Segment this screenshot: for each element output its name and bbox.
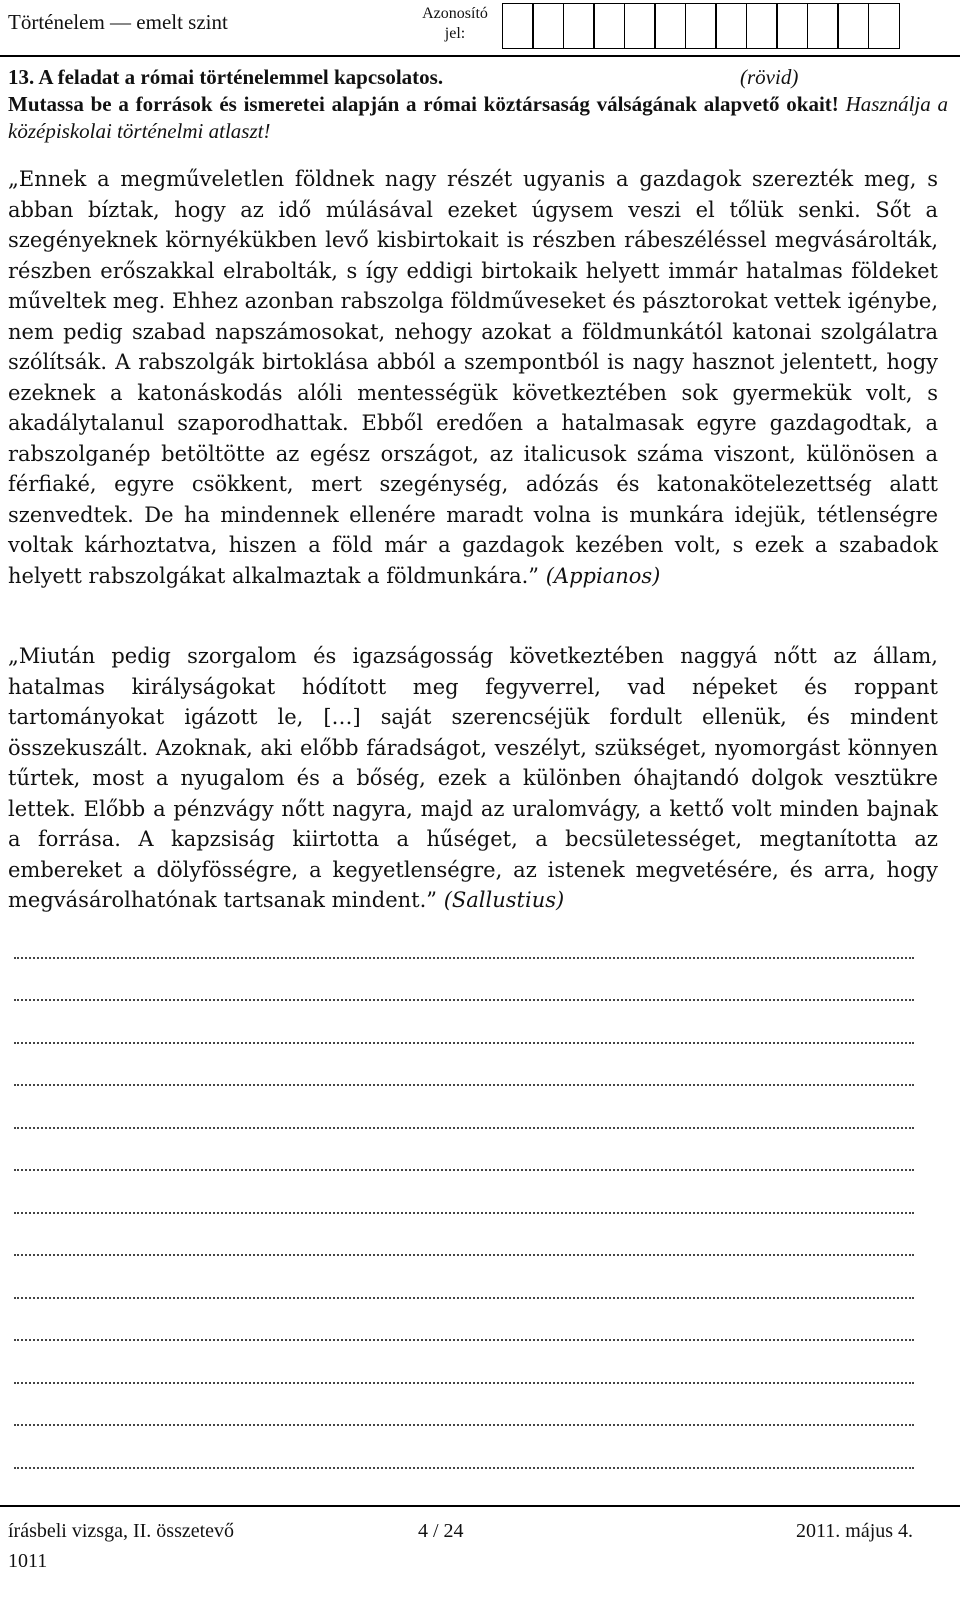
source-text: „Miután pedig szorgalom és igazságosság következtében naggyá nőtt az állam, hatalmas királyságokat hódított meg fegyverrel, vad népeket és roppant tartományokat igázott le, […] saját szerencséjük fordult ellenük, és mindent összekuszált. Azoknak, aki előbb fáradságot, veszélyt, szükséget, nyomorgást könnyen tűrtek, most a nyugalom és a bőség, ezek a különben óhajtandó dolgok vesztükre lettek. Előbb a pénzvágy nőtt nagyra, majd az uralomvágy, a kettő volt minden bajnak a forrása. A kapzsiság kiirtotta a hűséget, a becsületességet, megtanította az embereket a dölyfösségre, a kegyetlenségre, az istenek megvetésére, és arra, hogy megvásárolhatónak tartsanak mindent.” <box>8 644 938 912</box>
source-attribution: (Appianos) <box>545 563 661 588</box>
answer-line[interactable] <box>14 1100 914 1143</box>
id-box[interactable] <box>624 3 656 49</box>
id-box[interactable] <box>593 3 625 49</box>
page-number: 4 / 24 <box>418 1520 464 1542</box>
answer-line[interactable] <box>14 1270 914 1313</box>
source-text: „Ennek a megműveletlen földnek nagy részét ugyanis a gazdagok szerezték meg, s abban bíztak, hogy az idő múlásával ezeket úgysem veszi el tőlük senki. Sőt a szegényeknek környékükben levő kisbirtokait is részben rábeszéléssel megvásárolták, részben erőszakkal elrabolták, s így eddigi birtokaik helyett immár hatalmas földeket műveltek meg. Ehhez azonban rabszolga földműveseket és pásztorokat vettek igénybe, nem pedig szabad napszámosokat, nehogy azokat a földmunkától katonai szolgálatra szólítsák. A rabszolgák birtoklása abból a szempontból is nagy hasznot jelentett, hogy ezeknek a katonáskodás alóli mentességük következtében sok gyermekük volt, s akadálytalanul szaporodhattak. Ebből eredően a hatalmasak egyre gazdagodtak, a rabszolganép betöltötte az egész országot, az italicusok száma viszont, különösen a férfiaké, egyre csökkent, mert szegénység, adózás és katonakötelezettség alatt szenvedtek. De ha mindennek ellenére maradt volna is munkára idejük, tétlenségre voltak kárhoztatva, hiszen a föld már a gazdagok kezében volt, s ezek a szabadok helyett rabszolgákat alkalmaztak a földmunkára.” <box>8 167 938 588</box>
answer-line[interactable] <box>14 1015 914 1058</box>
footer-divider <box>0 1505 960 1507</box>
id-boxes[interactable] <box>503 3 900 49</box>
id-label: Azonosító jel: <box>422 5 488 42</box>
source-sallustius <box>8 641 938 916</box>
task-block <box>8 64 948 145</box>
answer-area[interactable] <box>14 930 914 1483</box>
answer-line[interactable] <box>14 1228 914 1271</box>
answer-line[interactable] <box>14 1058 914 1101</box>
answer-line[interactable] <box>14 1185 914 1228</box>
id-box[interactable] <box>563 3 595 49</box>
answer-line[interactable] <box>14 973 914 1016</box>
header-divider <box>0 55 960 57</box>
id-box[interactable] <box>685 3 717 49</box>
source-attribution: (Sallustius) <box>443 888 565 912</box>
id-box[interactable] <box>776 3 808 49</box>
task-heading <box>8 64 948 91</box>
id-box[interactable] <box>502 3 534 49</box>
id-box[interactable] <box>868 3 900 49</box>
answer-line[interactable] <box>14 1143 914 1186</box>
footer-exam-label: írásbeli vizsga, II. összetevő <box>8 1520 235 1542</box>
source-appianos <box>8 164 938 591</box>
header-title: Történelem — emelt szint <box>8 10 228 34</box>
task-instruction <box>8 91 948 145</box>
answer-line[interactable] <box>14 1440 914 1483</box>
footer-code: 1011 <box>8 1550 48 1572</box>
id-box[interactable] <box>807 3 839 49</box>
task-number-title: 13. A feladat a római történelemmel kapcsolatos. <box>8 65 444 89</box>
id-box[interactable] <box>532 3 564 49</box>
task-atlas-note: Használja a középiskolai történelmi atlaszt! <box>8 92 948 143</box>
id-box[interactable] <box>715 3 747 49</box>
answer-line[interactable] <box>14 1355 914 1398</box>
id-box[interactable] <box>746 3 778 49</box>
task-instruction-text: Mutassa be a források és ismeretei alapján a római köztársaság válságának alapvető okait! <box>8 92 839 116</box>
page-header <box>0 0 960 58</box>
answer-line[interactable] <box>14 930 914 973</box>
id-box[interactable] <box>654 3 686 49</box>
task-type: (rövid) <box>740 65 799 89</box>
answer-line[interactable] <box>14 1398 914 1441</box>
footer-date: 2011. május 4. <box>796 1520 914 1542</box>
id-box[interactable] <box>837 3 869 49</box>
answer-line[interactable] <box>14 1313 914 1356</box>
